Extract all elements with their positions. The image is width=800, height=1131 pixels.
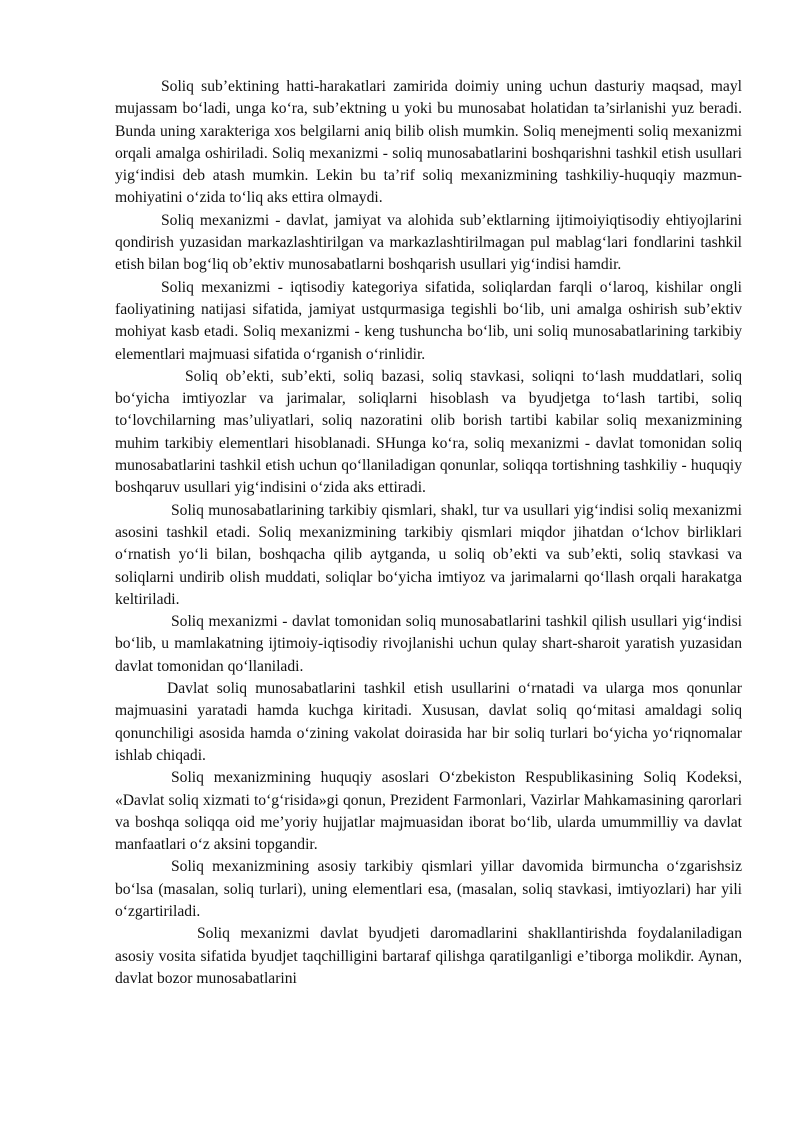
paragraph-3: Soliq mexanizmi - iqtisodiy kategoriya sifatida, soliqlardan farqli o‘laroq, kishilar ongli faoliyatining natijasi sifatida, jamiyat ustqurmasiga tegishli bo‘lib, uni amalga oshirish sub’ektiv mohiyat kasb etadi. Soliq mexanizmi - keng tushuncha bo‘lib, uni soliq munosabatlarining tarkibiy elementlari majmuasi sifatida o‘rganish o‘rinlidir. <box>115 278 742 363</box>
paragraph-4: Soliq ob’ekti, sub’ekti, soliq bazasi, soliq stavkasi, soliqni to‘lash muddatlari, soliq bo‘yicha imtiyozlar va jarimalar, soliqlarni hisoblash va byudjetga to‘lash tartibi, soliq to‘lovchilarning mas’uliyatlari, soliq nazoratini olib borish tartibi kabilar soliq mexanizmining muhim tarkibiy elementlari hisoblanadi. SHunga ko‘ra, soliq mexanizmi - davlat tomonidan soliq munosabatlarini tashkil etish uchun qo‘llaniladigan qonunlar, soliqqa tortishning tashkiliy - huquqiy boshqaruv usullari yig‘indisini o‘zida aks ettiradi. <box>115 367 742 497</box>
paragraph-9: Soliq mexanizmining asosiy tarkibiy qismlari yillar davomida birmuncha o‘zgarishsiz bo‘lsa (masalan, soliq turlari), uning elementlari esa, (masalan, soliq stavkasi, imtiyozlari) har yili o‘zgartiriladi. <box>115 858 742 920</box>
document-page <box>115 76 742 990</box>
paragraph-5: Soliq munosabatlarining tarkibiy qismlari, shakl, tur va usullari yig‘indisi soliq mexanizmi asosini tashkil etadi. Soliq mexanizmining tarkibiy qismlari miqdor jihatdan o‘lchov birliklari o‘rnatish yo‘li bilan, boshqacha qilib aytganda, u soliq ob’ekti va sub’ekti, soliq stavkasi va soliqlarni undirib olish muddati, soliqlar bo‘yicha imtiyoz va jarimalarni qo‘llash orqali harakatga keltiriladi. <box>115 501 742 608</box>
paragraph-8: Soliq mexanizmining huquqiy asoslari O‘zbekiston Respublikasining Soliq Kodeksi, «Davlat soliq xizmati to‘g‘risida»gi qonun, Prezident Farmonlari, Vazirlar Mahkamasining qarorlari va boshqa soliqqa oid me’yoriy hujjatlar majmuasidan iborat bo‘lib, ularda umummilliy va davlat manfaatlari o‘z aksini topgandir. <box>115 769 742 854</box>
paragraph-6: Soliq mexanizmi - davlat tomonidan soliq munosabatlarini tashkil qilish usullari yig‘indisi bo‘lib, u mamlakatning ijtimoiy-iqtisodiy rivojlanishi uchun qulay shart-sharoit yaratish yuzasidan davlat tomonidan qo‘llaniladi. <box>115 613 742 675</box>
paragraph-2: Soliq mexanizmi - davlat, jamiyat va alohida sub’ektlarning ijtimoiyiqtisodiy ehtiyojlarini qondirish yuzasidan markazlashtirilgan va markazlashtirilmagan pul mablag‘lari fondlarini tashkil etish bilan bog‘liq ob’ektiv munosabatlarni boshqarish usullari yig‘indisi hamdir. <box>115 211 742 274</box>
paragraph-10: Soliq mexanizmi davlat byudjeti daromadlarini shakllantirishda foydalaniladigan asosiy vosita sifatida byudjet taqchilligini bartaraf qilishga qaratilganligi e’tiborga molikdir. Aynan, davlat bozor munosabatlarini <box>115 925 742 987</box>
paragraph-7: Davlat soliq munosabatlarini tashkil etish usullarini o‘rnatadi va ularga mos qonunlar majmuasini yaratadi hamda kuchga kiritadi. Xususan, davlat soliq qo‘mitasi amaldagi soliq qonunchiligi asosida hamda o‘zining vakolat doirasida har bir soliq turlari bo‘yicha yo‘riqnomalar ishlab chiqadi. <box>115 680 742 764</box>
paragraph-1: Soliq sub’ektining hatti-harakatlari zamirida doimiy uning uchun dasturiy maqsad, mayl mujassam bo‘ladi, unga ko‘ra, sub’ektning u yoki bu munosabat holatidan ta’sirlanishi yuz beradi. Bunda uning xarakteriga xos belgilarni aniq bilib olish mumkin. Soliq menejmenti soliq mexanizmi orqali amalga oshiriladi. Soliq mexanizmi - soliq munosabatlarini boshqarishni tashkil etish usullari yig‘indisi deb atash mumkin. Lekin bu ta’rif soliq mexanizmining tashkiliy-huquqiy mazmun-mohiyatini o‘zida to‘liq aks ettira olmaydi. <box>115 78 742 207</box>
